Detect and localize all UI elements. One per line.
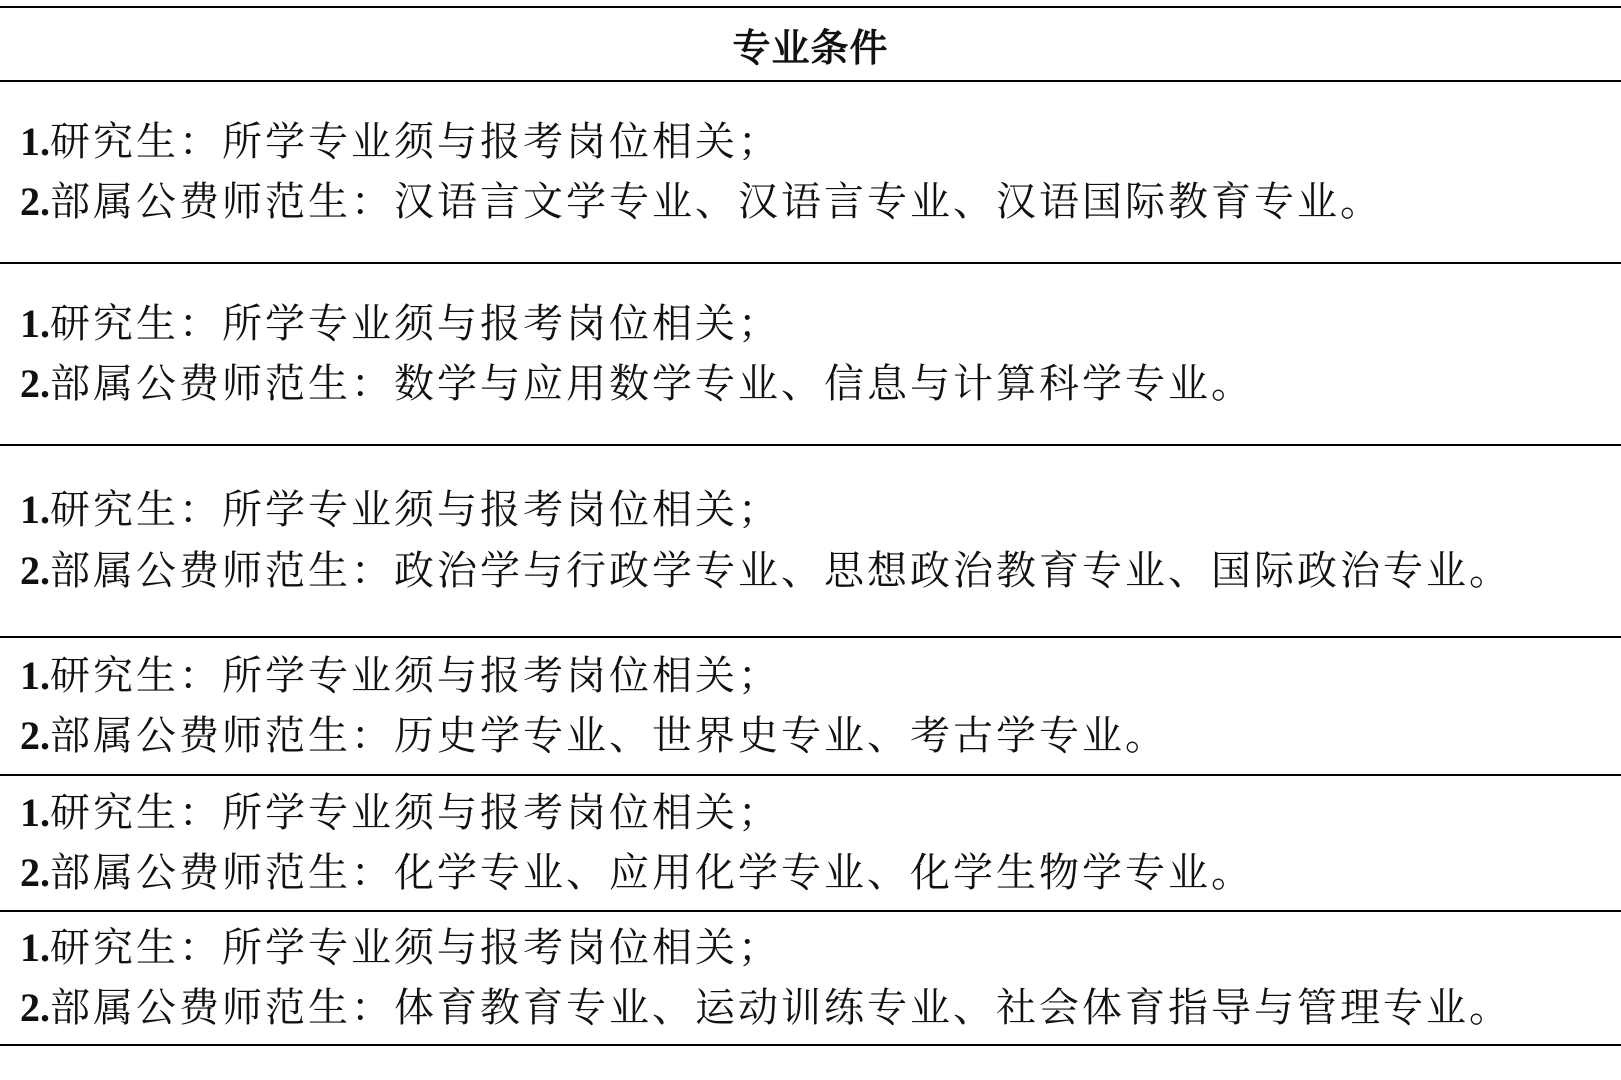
requirement-line (20, 706, 1597, 766)
requirement-line (20, 783, 1597, 843)
table-row (0, 446, 1621, 638)
requirement-line (20, 294, 1597, 354)
table-row (0, 638, 1621, 776)
requirement-line (20, 978, 1597, 1038)
item-text: 研究生：所学专业须与报考岗位相关； (50, 925, 781, 971)
requirement-line (20, 540, 1597, 602)
requirement-line (20, 112, 1597, 172)
item-number: 1. (20, 119, 50, 164)
item-number: 1. (20, 301, 50, 346)
item-text: 研究生：所学专业须与报考岗位相关； (50, 119, 781, 165)
item-number: 1. (20, 790, 50, 835)
item-number: 1. (20, 487, 50, 532)
item-number: 2. (20, 361, 50, 406)
item-number: 2. (20, 850, 50, 895)
item-text: 研究生：所学专业须与报考岗位相关； (50, 653, 781, 699)
item-text: 研究生：所学专业须与报考岗位相关； (50, 790, 781, 836)
table-row (0, 82, 1621, 264)
table-row (0, 264, 1621, 446)
item-text: 部属公费师范生：政治学与行政学专业、思想政治教育专业、国际政治专业。 (50, 548, 1512, 594)
item-text: 部属公费师范生：体育教育专业、运动训练专业、社会体育指导与管理专业。 (50, 985, 1512, 1031)
item-text: 部属公费师范生：历史学专业、世界史专业、考古学专业。 (50, 713, 1168, 759)
item-number: 1. (20, 653, 50, 698)
item-text: 研究生：所学专业须与报考岗位相关； (50, 487, 781, 533)
requirement-line (20, 918, 1597, 978)
requirement-line (20, 172, 1597, 232)
item-text: 研究生：所学专业须与报考岗位相关； (50, 301, 781, 347)
item-number: 2. (20, 713, 50, 758)
table-row (0, 776, 1621, 912)
requirement-line (20, 480, 1597, 540)
table-header (0, 8, 1621, 82)
table-row (0, 912, 1621, 1046)
item-number: 1. (20, 925, 50, 970)
requirement-line (20, 843, 1597, 903)
requirement-line (20, 354, 1597, 414)
item-number: 2. (20, 985, 50, 1030)
requirements-table (0, 6, 1621, 1046)
item-text: 部属公费师范生：汉语言文学专业、汉语言专业、汉语国际教育专业。 (50, 179, 1383, 225)
item-number: 2. (20, 179, 50, 224)
header-title: 专业条件 (732, 25, 889, 70)
requirement-line (20, 646, 1597, 706)
item-text: 部属公费师范生：数学与应用数学专业、信息与计算科学专业。 (50, 361, 1254, 407)
item-number: 2. (20, 548, 50, 593)
item-text: 部属公费师范生：化学专业、应用化学专业、化学生物学专业。 (50, 850, 1254, 896)
